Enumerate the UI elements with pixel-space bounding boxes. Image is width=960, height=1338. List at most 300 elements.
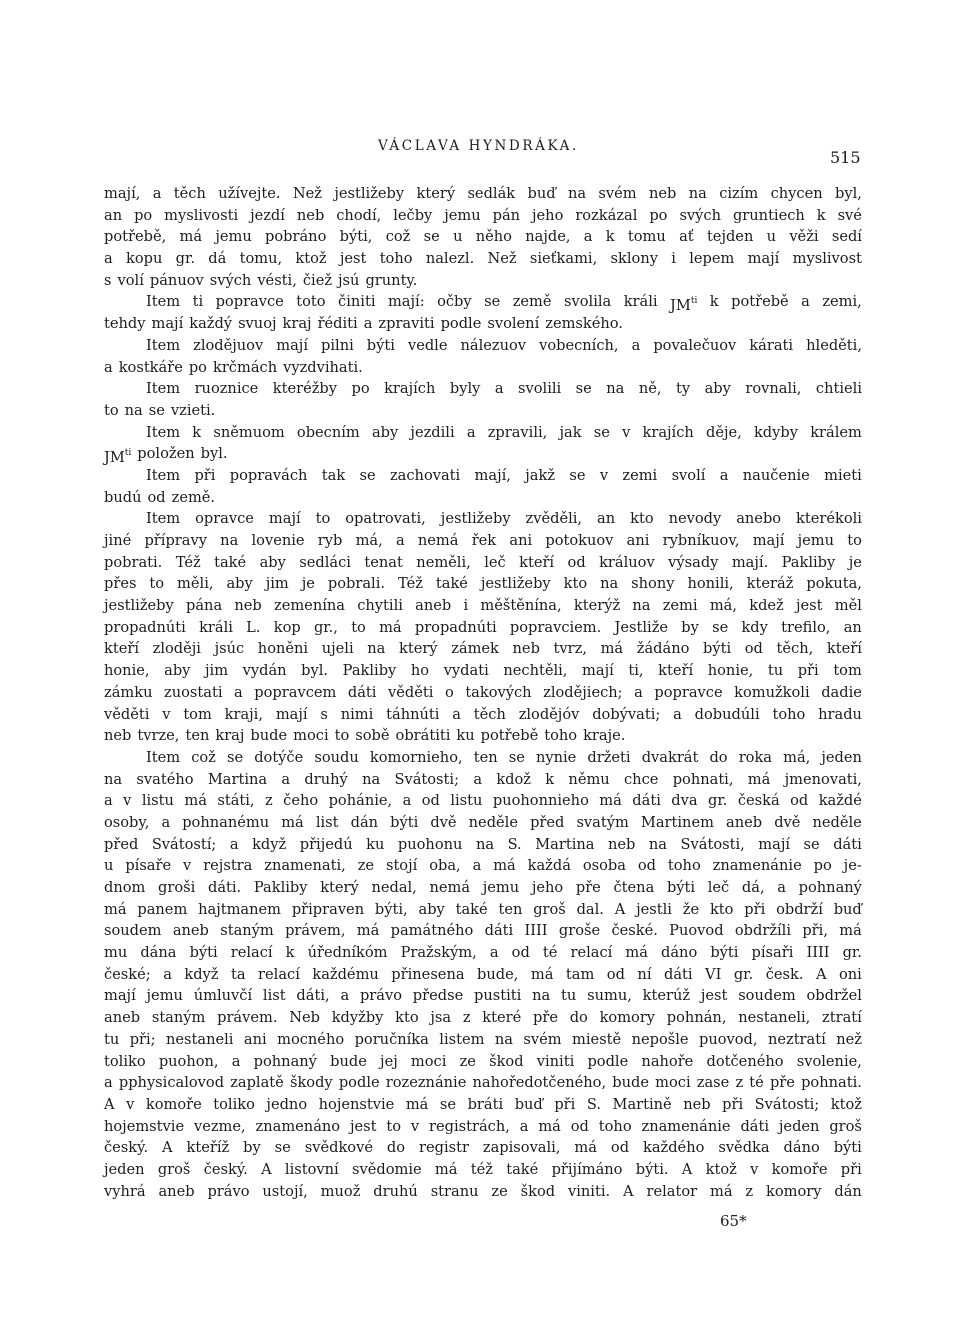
word: právo <box>359 987 402 1005</box>
word: popravce <box>654 683 723 701</box>
word: králuov <box>599 553 655 571</box>
word: budú <box>104 488 142 506</box>
word: k <box>816 206 826 224</box>
word: každá <box>527 857 571 875</box>
word: panem <box>137 900 188 918</box>
word: neb <box>296 206 325 224</box>
word: VI <box>705 965 722 983</box>
word: ze <box>491 1182 508 1200</box>
word: hradu <box>818 705 862 723</box>
word: přijímáno <box>551 1160 623 1178</box>
word: kdyžby <box>331 1009 384 1027</box>
word: na <box>532 987 551 1005</box>
text-line <box>104 964 862 986</box>
word: písaři <box>751 944 794 962</box>
word: a <box>104 1074 113 1092</box>
word: osoba <box>582 857 626 875</box>
word: v <box>123 792 132 810</box>
word: propadnúti <box>104 618 186 636</box>
word: o <box>444 683 454 701</box>
word: A <box>815 965 827 983</box>
word: táhnúti <box>386 705 440 723</box>
word: děje, <box>706 423 742 441</box>
word: moci <box>293 727 329 745</box>
word: toho <box>598 1117 632 1135</box>
word: znamenánie <box>641 1117 731 1135</box>
word: má <box>839 922 862 940</box>
word: a <box>719 466 729 484</box>
word: což <box>191 748 216 766</box>
word: neb <box>648 185 677 202</box>
word: potřebě, <box>104 228 167 246</box>
word: IIII <box>524 922 548 940</box>
word: tam <box>565 965 595 983</box>
word: komoře <box>771 1160 828 1178</box>
word: a <box>229 835 239 853</box>
word: vésti, <box>257 271 297 289</box>
word: ku <box>456 727 475 745</box>
word: z <box>462 1009 471 1027</box>
word: králi <box>623 293 658 311</box>
word: buď <box>527 185 556 202</box>
word: kteříž <box>186 1139 230 1157</box>
word: komory <box>599 1009 656 1027</box>
word: králi <box>199 618 233 636</box>
word: právo <box>207 1182 250 1200</box>
word: té <box>749 1074 764 1092</box>
word: ktož <box>830 1095 862 1113</box>
word: dvakrát <box>641 748 699 766</box>
text-line <box>104 291 862 313</box>
word: to <box>149 575 165 593</box>
word: mají, <box>474 466 511 484</box>
word: ní <box>637 965 652 983</box>
word: jestli <box>636 900 672 918</box>
text-line <box>104 1094 862 1116</box>
word: $JM^{ti}$ <box>104 448 132 467</box>
word: v <box>410 1117 420 1135</box>
word: zaplatě <box>230 1074 284 1092</box>
word: znamenánie <box>712 857 802 875</box>
word: v <box>750 1160 759 1178</box>
word: má <box>574 1139 597 1157</box>
word: lepem <box>689 250 735 268</box>
word: ujeli <box>321 640 354 658</box>
text-line <box>104 313 862 335</box>
word: a <box>281 770 291 788</box>
word: se <box>423 228 440 246</box>
word: na <box>367 640 386 658</box>
text-line <box>104 1116 862 1138</box>
word: sedí <box>831 228 862 246</box>
word: nechtěli, <box>503 662 568 680</box>
word: na <box>688 185 707 202</box>
word: také <box>506 1160 539 1178</box>
word: Item <box>146 336 181 354</box>
word: kop <box>273 618 301 636</box>
word: A <box>614 900 626 918</box>
text-line <box>104 248 862 270</box>
word: kteří <box>519 553 555 571</box>
word: při <box>840 1160 862 1178</box>
text-line <box>104 899 862 921</box>
running-head <box>0 138 960 167</box>
word: řéditi <box>317 315 358 333</box>
word: jiné <box>104 532 132 549</box>
word: a <box>466 423 476 441</box>
word: zuostati <box>164 683 223 701</box>
word: se <box>359 466 376 484</box>
word: jeho <box>532 206 564 224</box>
word: grunty. <box>365 271 418 289</box>
word: právem, <box>285 922 346 940</box>
text-line <box>104 573 862 595</box>
word: komužkoli <box>734 683 810 701</box>
word: jest <box>349 1117 377 1135</box>
word: to <box>386 1117 402 1135</box>
word: hleděti, <box>806 336 862 354</box>
word: má <box>625 944 648 962</box>
word: kterýž <box>573 597 621 615</box>
word: ruoznice <box>194 380 259 398</box>
word: také <box>435 575 468 593</box>
word: groš <box>533 900 566 918</box>
word: se <box>226 748 244 766</box>
word: aneb <box>415 597 452 615</box>
word: dáti <box>833 835 862 853</box>
word: svatým <box>576 813 629 831</box>
word: kdy <box>741 618 768 636</box>
word: buď <box>514 1095 543 1113</box>
word: Pakliby <box>781 553 836 571</box>
word: v <box>126 1095 135 1113</box>
word: položen <box>137 445 195 463</box>
word: jim <box>205 662 229 680</box>
word: k <box>285 944 295 962</box>
word: najde, <box>525 228 571 246</box>
word: dobudúli <box>694 705 760 723</box>
word: očby <box>437 293 472 311</box>
word: komory <box>766 1182 822 1200</box>
word: na <box>648 835 667 853</box>
word: S. <box>586 1095 601 1113</box>
word: aby <box>226 575 253 593</box>
word: tu <box>767 662 784 680</box>
word: toho <box>379 250 413 268</box>
text-line <box>104 530 862 552</box>
word: registr <box>419 1139 469 1157</box>
word: pohnán, <box>666 1009 727 1027</box>
text-line <box>104 1137 862 1159</box>
text-line <box>104 834 862 856</box>
word: list <box>315 813 339 831</box>
word: věděti <box>104 705 150 723</box>
word: mají <box>275 705 308 723</box>
word: toto <box>296 293 326 311</box>
word: od <box>637 857 656 875</box>
word: rovnali, <box>745 380 802 398</box>
word: má, <box>783 748 811 766</box>
word: kraje. <box>583 727 626 745</box>
word: pilni <box>321 336 354 354</box>
word: a <box>234 683 243 701</box>
word: čiež <box>302 271 333 289</box>
word: a <box>395 532 405 549</box>
word: má <box>530 965 554 983</box>
word: svolenie, <box>796 1052 862 1070</box>
word: neděle <box>468 813 518 831</box>
word: který <box>320 879 359 896</box>
word: němu <box>568 770 610 788</box>
word: ktož <box>705 1160 737 1178</box>
text-line <box>104 335 862 357</box>
word: Jestliže <box>614 618 669 636</box>
word: aby <box>704 380 731 398</box>
word: listovní <box>284 1160 339 1178</box>
word: jezdí <box>250 206 285 224</box>
word: k <box>545 770 555 788</box>
word: vezme, <box>193 1117 246 1135</box>
word: u <box>766 228 777 246</box>
word: pře <box>575 879 601 896</box>
word: zlodějóv <box>518 705 580 723</box>
word: zemenína <box>274 597 345 615</box>
word: kto <box>630 510 654 528</box>
word: vydán <box>242 662 287 680</box>
text-line <box>104 660 862 682</box>
word: věži <box>789 228 819 246</box>
word: L. <box>246 618 261 636</box>
word: česk. <box>765 965 804 983</box>
word: relator <box>646 1182 698 1200</box>
word: Svátostí; <box>151 835 217 853</box>
word: jemu <box>482 879 520 896</box>
word: dvě <box>774 813 801 831</box>
word: přinesena <box>391 965 465 983</box>
word: předse <box>412 987 464 1005</box>
word: jsúc <box>214 640 245 658</box>
word: býti <box>390 813 419 831</box>
word: má <box>179 228 203 246</box>
word: Puovod <box>669 922 724 940</box>
word: zemi <box>662 597 698 615</box>
word: vydati <box>443 662 489 680</box>
word: na <box>124 401 143 419</box>
word: český. <box>203 1160 248 1178</box>
word: obrátiti <box>395 727 451 745</box>
word: svědomie <box>351 1160 422 1178</box>
word: leč <box>707 879 730 896</box>
word: opatrovati, <box>345 510 426 528</box>
word: každého <box>642 1139 705 1157</box>
word: na <box>475 835 495 853</box>
word: podle <box>338 1074 380 1092</box>
word: a <box>489 944 499 962</box>
text-line <box>104 1051 862 1073</box>
word: jestližeby <box>334 185 405 202</box>
word: vyzdvihati. <box>283 358 363 376</box>
word: státi, <box>217 792 255 810</box>
word: honie, <box>104 662 150 680</box>
word: přijedú <box>299 835 353 853</box>
word: pohnati. <box>801 1074 862 1092</box>
word: moci <box>410 1052 447 1070</box>
word: pobráno <box>265 228 327 246</box>
word: na <box>606 380 625 398</box>
word: svolili <box>518 380 562 398</box>
word: aby <box>418 900 445 918</box>
text-line <box>104 638 862 660</box>
word: cizím <box>719 185 759 202</box>
word: mieti <box>824 466 862 484</box>
word: groše <box>558 922 601 940</box>
word: a <box>631 336 641 354</box>
word: dnom <box>104 879 146 896</box>
word: an <box>843 618 862 636</box>
word: má <box>281 813 304 831</box>
word: při, <box>802 922 828 940</box>
body-text <box>104 183 862 1202</box>
word: Než <box>487 250 517 268</box>
word: ten <box>473 748 498 766</box>
word: tomu <box>627 228 666 246</box>
word: a <box>231 1052 241 1070</box>
text-line <box>104 183 862 205</box>
word: jest <box>700 987 728 1005</box>
word: a <box>161 813 171 831</box>
word: těch, <box>776 640 814 658</box>
word: jemu <box>797 532 835 549</box>
word: jemu <box>146 987 183 1005</box>
word: neb <box>607 835 636 853</box>
word: relací <box>230 944 273 962</box>
word: jsa <box>430 1009 452 1027</box>
word: pře <box>533 1009 558 1027</box>
word: dán <box>834 1182 862 1200</box>
word: znamenáno <box>255 1117 341 1135</box>
word: aby <box>371 423 399 441</box>
word: bude <box>612 1074 649 1092</box>
word: nedal, <box>371 879 417 896</box>
word: roka <box>738 748 773 766</box>
word: a <box>519 1117 529 1135</box>
word: býti <box>710 944 739 962</box>
word: neb <box>104 727 132 745</box>
word: a <box>801 293 810 311</box>
word: vedle <box>407 336 448 354</box>
text-line <box>104 1007 862 1029</box>
word: zpravili, <box>487 423 548 441</box>
word: dvě <box>430 813 457 831</box>
word: měštěnína, <box>480 597 562 615</box>
word: mají <box>104 987 136 1005</box>
word: rozeznánie <box>385 1074 467 1092</box>
word: Svátosti; <box>394 770 460 788</box>
word: jeden <box>821 748 862 766</box>
word: ať <box>679 228 694 246</box>
word: podle <box>587 1052 629 1070</box>
word: to <box>315 510 331 528</box>
word: ty <box>676 380 691 398</box>
word: staným <box>220 922 274 940</box>
word: v <box>183 857 192 875</box>
word: české. <box>611 922 658 940</box>
word: vzieti. <box>170 401 216 419</box>
word: dá <box>208 250 227 268</box>
word: ně, <box>638 380 662 398</box>
word: které <box>482 1009 522 1027</box>
word: kteří <box>826 640 862 658</box>
word: stranu <box>430 1182 479 1200</box>
text-line <box>104 357 862 379</box>
word: jakž <box>525 466 556 484</box>
word: se <box>508 748 525 766</box>
word: bude, <box>477 965 519 983</box>
word: býti <box>666 879 696 896</box>
text-line <box>104 769 862 791</box>
word: podle <box>440 315 482 333</box>
text-line <box>104 704 862 726</box>
word: potřebě <box>731 293 789 311</box>
word: tenat <box>364 553 403 571</box>
word: Svátosti, <box>680 835 745 853</box>
word: dva <box>671 792 698 810</box>
word: býti <box>366 336 395 354</box>
word: dáno <box>783 1139 820 1157</box>
word: soudu <box>314 748 359 766</box>
word: české; <box>104 965 151 983</box>
word: neb <box>683 1095 711 1113</box>
page-number: 515 <box>830 148 861 167</box>
word: než <box>836 1030 862 1048</box>
word: bude <box>330 1052 367 1070</box>
word: Pakliby <box>342 662 397 680</box>
running-title: VÁCLAVA HYNDRÁKA. <box>378 138 579 154</box>
word: nestaneli <box>166 1030 234 1048</box>
word: pánuov <box>149 271 204 289</box>
word: země <box>512 293 552 311</box>
word: kdež <box>749 597 784 615</box>
word: muož <box>320 1182 361 1200</box>
word: ktož <box>295 250 327 268</box>
word: jedno <box>266 1095 308 1113</box>
text-line <box>104 422 862 444</box>
word: každý <box>189 315 233 333</box>
word: toliko <box>104 1052 146 1070</box>
word: od <box>511 944 530 962</box>
word: ze <box>459 1052 476 1070</box>
word: osoby, <box>104 813 150 831</box>
word: se <box>712 618 729 636</box>
word: svolí <box>671 466 706 484</box>
word: relací <box>258 965 300 983</box>
word: k <box>605 228 615 246</box>
word: do <box>386 1139 406 1157</box>
word: trefilo, <box>781 618 831 636</box>
word: miestě <box>572 1030 622 1048</box>
word: popravách <box>229 466 308 484</box>
word: jest <box>795 597 823 615</box>
word: volí <box>117 271 144 289</box>
word: gr. <box>708 792 728 810</box>
word: dáti. <box>207 879 242 896</box>
word: A <box>681 1160 693 1178</box>
word: myslivost <box>792 250 862 268</box>
word: právem. <box>217 1009 278 1027</box>
word: a <box>104 250 113 268</box>
word: mají. <box>731 553 769 571</box>
word: se <box>803 835 820 853</box>
